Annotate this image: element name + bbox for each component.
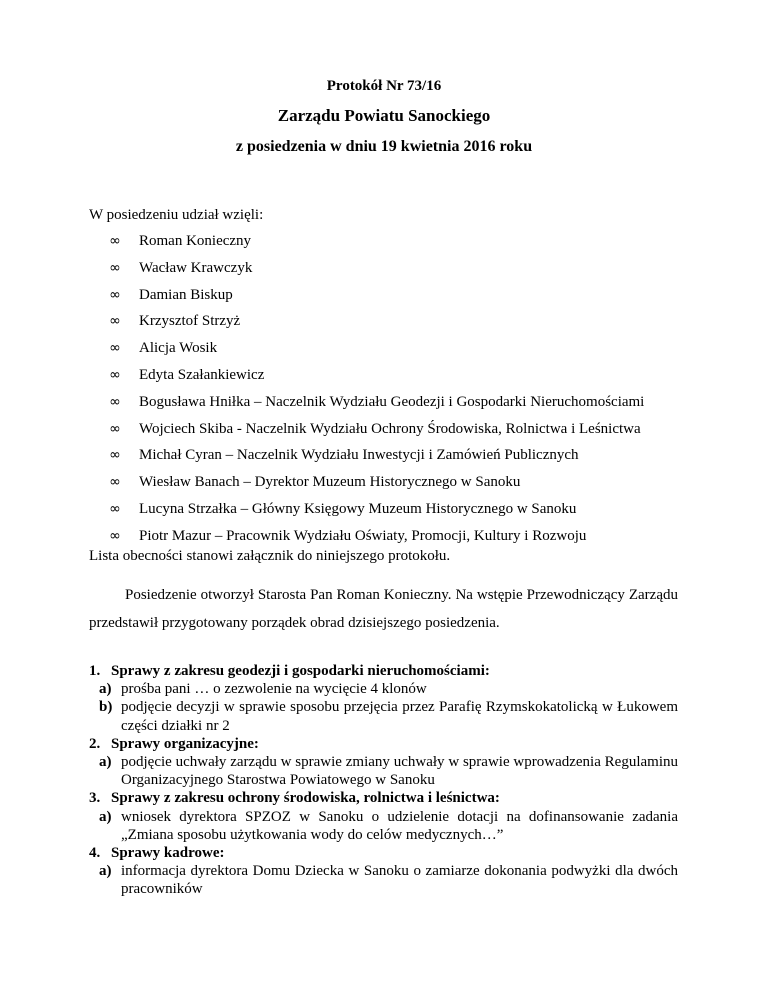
agenda-item	[99, 753, 678, 789]
agenda-section	[89, 662, 678, 680]
infinity-bullet-icon: ∞	[109, 500, 121, 517]
attendee-name: Damian Biskup	[139, 286, 233, 303]
agenda-section	[89, 735, 678, 753]
infinity-bullet-icon: ∞	[109, 527, 121, 544]
infinity-bullet-icon: ∞	[109, 474, 121, 491]
attendee-item	[108, 500, 644, 527]
item-letter: a)	[99, 754, 112, 771]
attendee-name: Krzysztof Strzyż	[139, 313, 241, 330]
infinity-bullet-icon: ∞	[109, 366, 121, 383]
attendee-item	[108, 446, 644, 473]
section-number: 1.	[89, 663, 101, 679]
section-title: Sprawy organizacyjne:	[111, 735, 259, 752]
attendee-name: Piotr Mazur – Pracownik Wydziału Oświaty, Promocji, Kultury i Rozwoju	[139, 527, 587, 544]
attendee-name: Michał Cyran – Naczelnik Wydziału Inwestycji i Zamówień Publicznych	[139, 447, 579, 464]
item-letter: a)	[99, 681, 112, 698]
item-letter: a)	[99, 863, 112, 880]
attendance-note: Lista obecności stanowi załącznik do niniejszego protokołu.	[89, 548, 451, 564]
attendee-name: Edyta Szałankiewicz	[139, 366, 265, 383]
attendee-item	[108, 339, 644, 366]
item-letter: b)	[99, 699, 113, 716]
attendee-item	[108, 473, 644, 500]
infinity-bullet-icon: ∞	[109, 340, 121, 357]
section-title: Sprawy z zakresu geodezji i gospodarki nieruchomościami:	[111, 663, 490, 679]
agenda-section	[89, 789, 678, 807]
protocol-number: Protokół Nr 73/16	[326, 78, 442, 94]
section-number: 4.	[89, 845, 101, 862]
item-text: podjęcie decyzji w sprawie sposobu przejęcia przez Parafię Rzymskokatolicką w Łukowem części działki nr 2	[121, 699, 678, 734]
attendee-item	[108, 420, 644, 447]
attendance-intro: W posiedzeniu udział wzięli:	[89, 207, 264, 223]
agenda-item	[99, 808, 678, 844]
attendee-name: Lucyna Strzałka – Główny Księgowy Muzeum Historycznego w Sanoku	[139, 500, 577, 517]
infinity-bullet-icon: ∞	[109, 393, 121, 410]
infinity-bullet-icon: ∞	[109, 233, 121, 249]
attendee-list	[108, 232, 644, 554]
attendee-item	[108, 259, 644, 286]
item-text: prośba pani … o zezwolenie na wycięcie 4 klonów	[121, 681, 427, 698]
attendee-name: Wojciech Skiba - Naczelnik Wydziału Ochrony Środowiska, Rolnictwa i Leśnictwa	[139, 420, 641, 437]
agenda-item	[99, 862, 678, 898]
item-text: informacja dyrektora Domu Dziecka w Sanoku o zamiarze dokonania podwyżki dla dwóch pracowników	[121, 863, 678, 898]
attendee-name: Roman Konieczny	[139, 233, 252, 249]
infinity-bullet-icon: ∞	[109, 286, 121, 303]
attendee-name: Wacław Krawczyk	[139, 259, 253, 276]
item-letter: a)	[99, 808, 112, 825]
infinity-bullet-icon: ∞	[109, 313, 121, 330]
attendee-item	[108, 393, 644, 420]
attendee-item	[108, 312, 644, 339]
agenda-item	[99, 698, 678, 734]
section-title: Sprawy kadrowe:	[111, 845, 225, 862]
item-text: podjęcie uchwały zarządu w sprawie zmiany uchwały w sprawie wprowadzenia Regulaminu Organizacyjnego Starostwa Powiatowego w Sanoku	[121, 754, 678, 789]
attendee-item	[108, 232, 644, 259]
infinity-bullet-icon: ∞	[109, 420, 121, 437]
infinity-bullet-icon: ∞	[109, 259, 121, 276]
section-title: Sprawy z zakresu ochrony środowiska, rolnictwa i leśnictwa:	[111, 790, 500, 807]
agenda-section	[89, 844, 678, 862]
attendee-item	[108, 366, 644, 393]
attendee-name: Bogusława Hniłka – Naczelnik Wydziału Geodezji i Gospodarki Nieruchomościami	[139, 393, 645, 410]
agenda-list	[89, 662, 678, 899]
section-number: 3.	[89, 790, 101, 807]
attendee-name: Alicja Wosik	[139, 340, 218, 357]
item-text: wniosek dyrektora SPZOZ w Sanoku o udzielenie dotacji na dofinansowanie zadania „Zmiana sposobu użytkowania wody do celów medycznych…”	[121, 808, 678, 843]
section-number: 2.	[89, 735, 101, 752]
attendee-name: Wiesław Banach – Dyrektor Muzeum Historycznego w Sanoku	[139, 474, 521, 491]
agenda-item	[99, 680, 678, 698]
board-name: Zarządu Powiatu Sanockiego	[277, 106, 491, 125]
opening-paragraph: Posiedzenie otworzył Starosta Pan Roman Konieczny. Na wstępie Przewodniczący Zarządu przedstawił przygotowany porządek obrad dzisiejszego posiedzenia.	[89, 587, 678, 631]
attendee-item	[108, 286, 644, 313]
meeting-date: z posiedzenia w dniu 19 kwietnia 2016 roku	[235, 138, 533, 155]
infinity-bullet-icon: ∞	[109, 447, 121, 464]
